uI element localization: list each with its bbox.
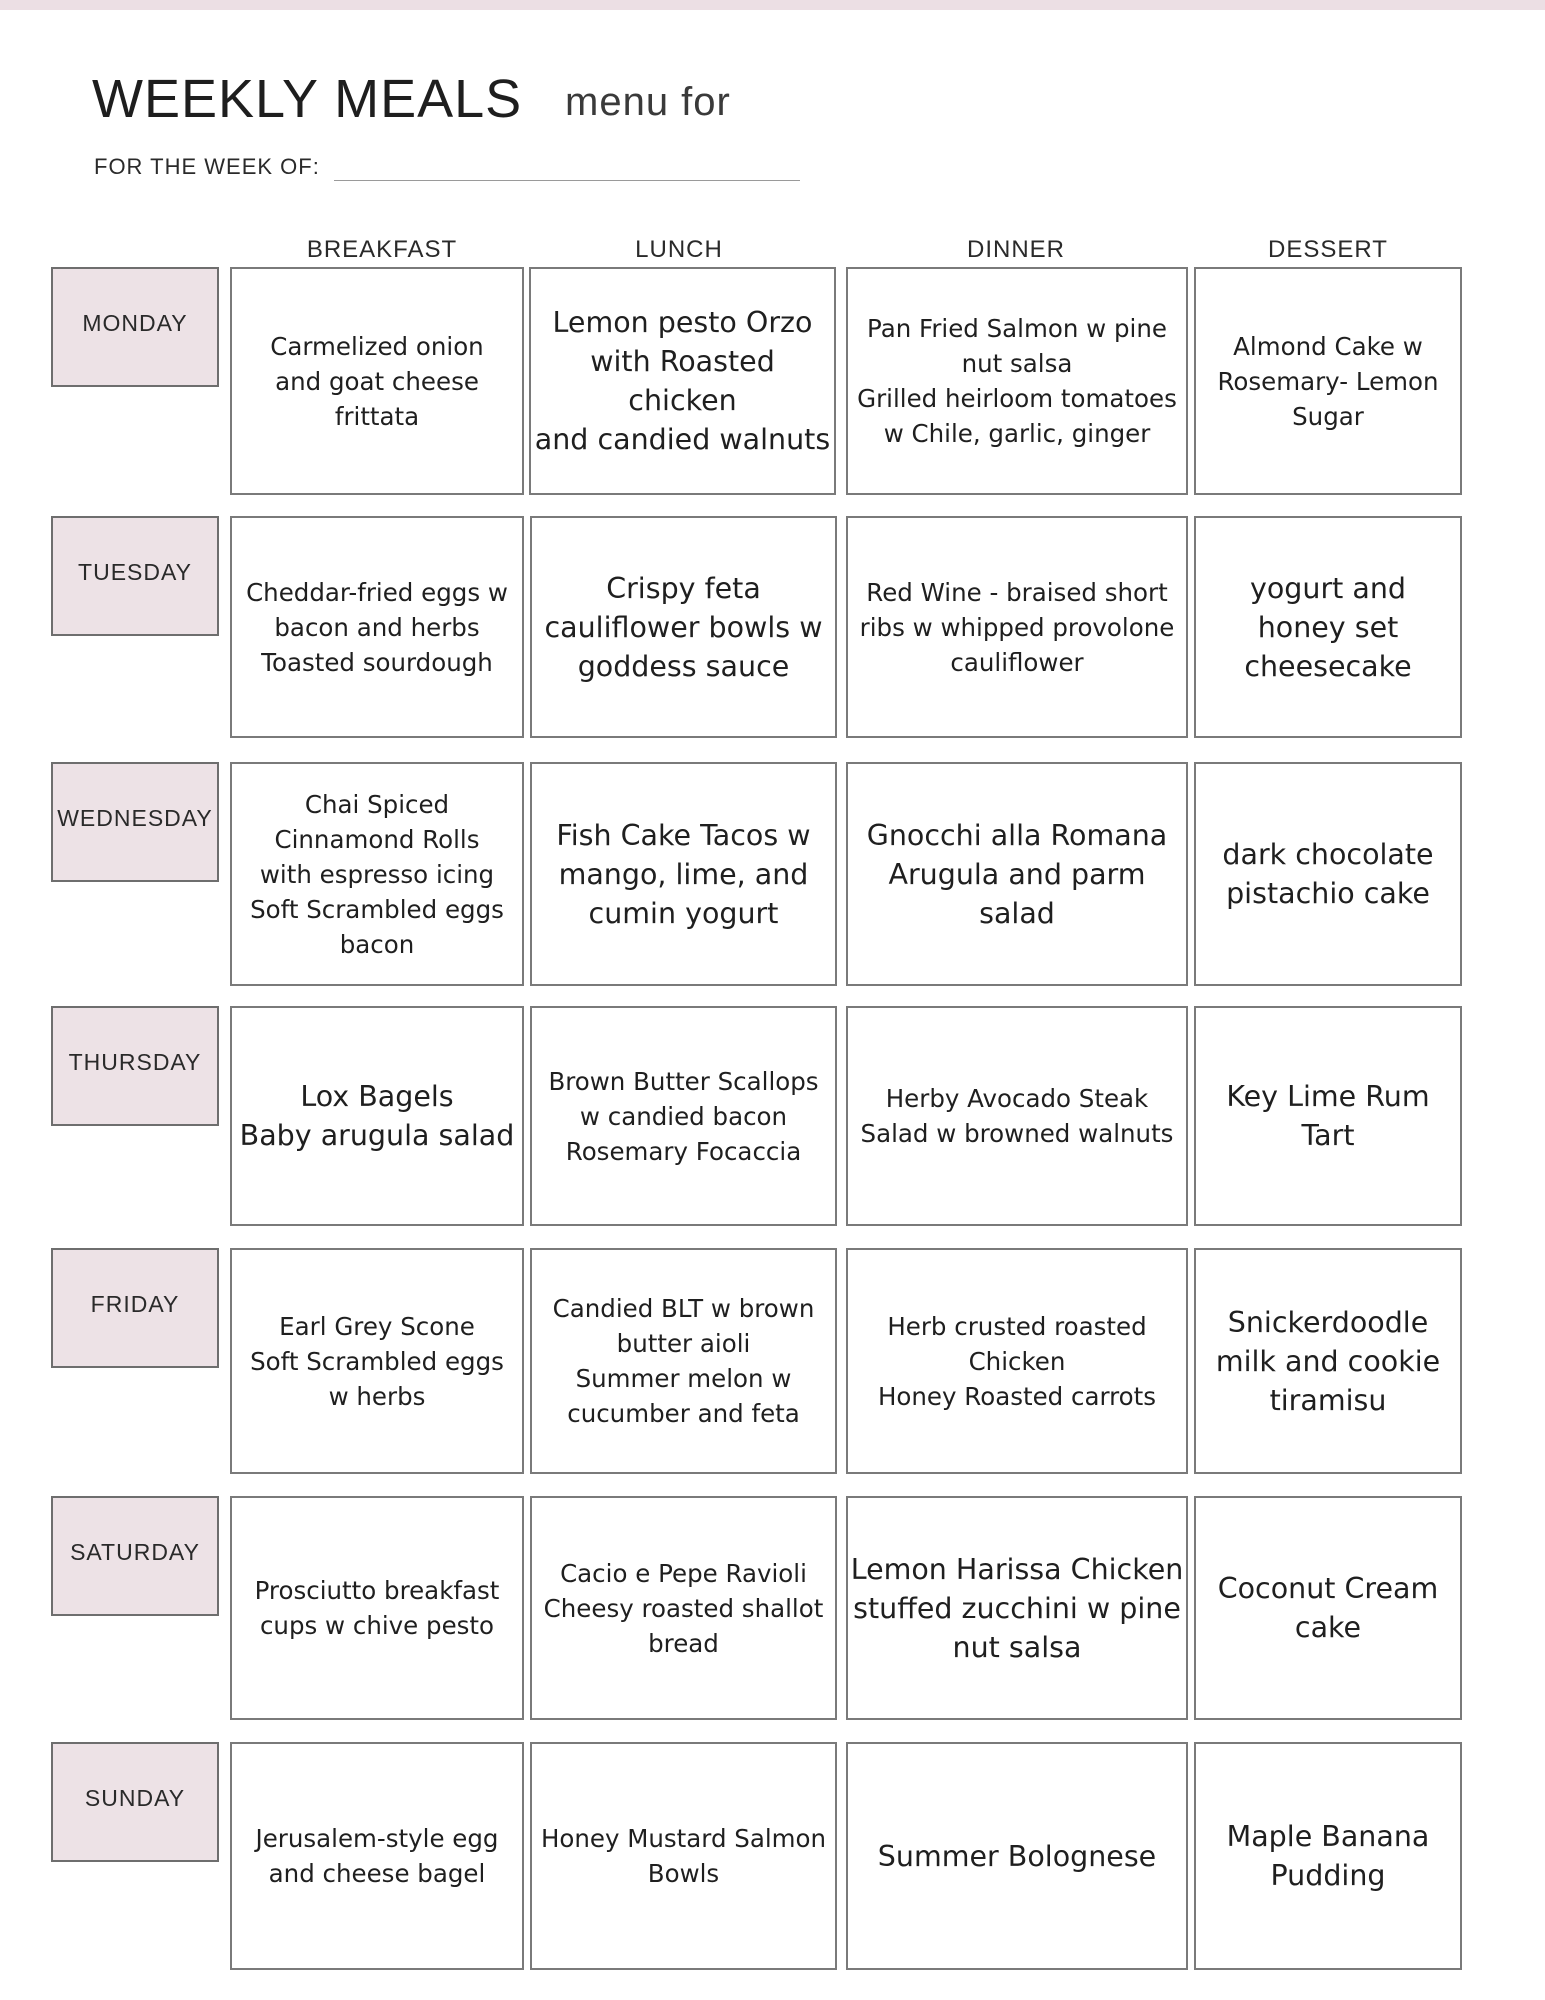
meal-text: Herby Avocado Steak Salad w browned walnuts <box>860 1084 1174 1148</box>
meal-cell-wednesday-dinner <box>846 762 1188 986</box>
meal-cell-monday-breakfast <box>230 267 524 495</box>
meal-cell-friday-lunch <box>530 1248 837 1474</box>
meal-text: Carmelized onion and goat cheese frittata <box>270 331 484 431</box>
meal-text: Jerusalem-style egg and cheese bagel <box>255 1824 499 1888</box>
meal-text: Crispy feta cauliflower bowls w goddess sauce <box>544 571 823 683</box>
meal-cell-friday-breakfast <box>230 1248 524 1474</box>
meal-cell-saturday-dinner <box>846 1496 1188 1720</box>
meal-cell-thursday-dessert <box>1194 1006 1462 1226</box>
meal-text: Herb crusted roasted Chicken Honey Roasted carrots <box>877 1311 1157 1411</box>
day-name: WEDNESDAY <box>57 804 213 831</box>
meal-text: Summer Bolognese <box>877 1839 1157 1873</box>
meal-cell-monday-lunch <box>529 267 836 495</box>
meal-text: Key Lime Rum Tart <box>1226 1080 1430 1152</box>
meal-text: Earl Grey Scone Soft Scrambled eggs w herbs <box>250 1311 504 1411</box>
meal-text: Lox Bagels Baby arugula salad <box>239 1080 515 1152</box>
day-name: SATURDAY <box>70 1538 200 1565</box>
day-label-wednesday <box>51 762 219 882</box>
meal-text: Chai Spiced Cinnamond Rolls with espresso icing Soft Scrambled eggs bacon <box>250 789 504 959</box>
meal-cell-thursday-breakfast <box>230 1006 524 1226</box>
meal-cell-sunday-dessert <box>1194 1742 1462 1970</box>
meal-cell-tuesday-dinner <box>846 516 1188 738</box>
top-accent-band <box>0 0 1545 10</box>
day-name: MONDAY <box>82 309 188 336</box>
meal-text: Prosciutto breakfast cups w chive pesto <box>254 1576 500 1640</box>
day-label-saturday <box>51 1496 219 1616</box>
meal-cell-sunday-dinner <box>846 1742 1188 1970</box>
day-label-friday <box>51 1248 219 1368</box>
meal-text: Fish Cake Tacos w mango, lime, and cumin yogurt <box>556 818 811 930</box>
meal-text: Maple Banana Pudding <box>1226 1820 1430 1892</box>
meal-text: yogurt and honey set cheesecake <box>1244 571 1412 683</box>
meal-cell-sunday-breakfast <box>230 1742 524 1970</box>
day-label-tuesday <box>51 516 219 636</box>
meal-text: Honey Mustard Salmon Bowls <box>540 1824 827 1888</box>
meal-cell-thursday-lunch <box>530 1006 837 1226</box>
meal-cell-friday-dessert <box>1194 1248 1462 1474</box>
meal-text: Lemon Harissa Chicken stuffed zucchini w pine nut salsa <box>850 1552 1184 1664</box>
day-label-sunday <box>51 1742 219 1862</box>
meal-text: Snickerdoodle milk and cookie tiramisu <box>1215 1305 1441 1417</box>
meal-text: dark chocolate pistachio cake <box>1222 838 1434 910</box>
meal-cell-sunday-lunch <box>530 1742 837 1970</box>
meal-cell-saturday-dessert <box>1194 1496 1462 1720</box>
day-name: SUNDAY <box>84 1784 186 1811</box>
meal-cell-friday-dinner <box>846 1248 1188 1474</box>
column-header-breakfast: BREAKFAST <box>306 236 458 263</box>
meal-text: Cacio e Pepe Ravioli Cheesy roasted shallot bread <box>543 1558 824 1658</box>
page-title: WEEKLY MEALS <box>92 69 523 129</box>
meal-cell-monday-dessert <box>1194 267 1462 495</box>
meal-cell-wednesday-dessert <box>1194 762 1462 986</box>
meal-cell-tuesday-dessert <box>1194 516 1462 738</box>
day-label-thursday <box>51 1006 219 1126</box>
meal-cell-saturday-lunch <box>530 1496 837 1720</box>
week-of-field[interactable] <box>334 180 800 181</box>
meal-cell-wednesday-lunch <box>530 762 837 986</box>
page-subtitle: menu for <box>565 80 731 124</box>
meal-cell-tuesday-breakfast <box>230 516 524 738</box>
meal-text: Candied BLT w brown butter aioli Summer melon w cucumber and feta <box>552 1294 815 1428</box>
meal-cell-wednesday-breakfast <box>230 762 524 986</box>
week-of-label: FOR THE WEEK OF: <box>94 154 320 179</box>
meal-text: Almond Cake w Rosemary- Lemon Sugar <box>1217 331 1439 431</box>
meal-cell-thursday-dinner <box>846 1006 1188 1226</box>
meal-cell-tuesday-lunch <box>530 516 837 738</box>
meal-text: Cheddar-fried eggs w bacon and herbs Toasted sourdough <box>246 577 508 677</box>
column-header-dessert: DESSERT <box>1268 236 1388 263</box>
column-header-lunch: LUNCH <box>635 236 723 263</box>
meal-cell-monday-dinner <box>846 267 1188 495</box>
meal-text: Gnocchi alla Romana Arugula and parm salad <box>866 818 1168 930</box>
day-name: FRIDAY <box>90 1290 180 1317</box>
meal-text: Brown Butter Scallops w candied bacon Rosemary Focaccia <box>548 1066 819 1166</box>
day-name: TUESDAY <box>78 558 192 585</box>
meal-text: Coconut Cream cake <box>1217 1572 1439 1644</box>
meal-cell-saturday-breakfast <box>230 1496 524 1720</box>
day-label-monday <box>51 267 219 387</box>
day-name: THURSDAY <box>68 1048 202 1075</box>
meal-text: Red Wine - braised short ribs w whipped provolone cauliflower <box>859 577 1175 677</box>
meal-text: Lemon pesto Orzo with Roasted chicken and candied walnuts <box>534 306 831 456</box>
column-header-dinner: DINNER <box>966 236 1065 263</box>
meal-text: Pan Fried Salmon w pine nut salsa Grilled heirloom tomatoes w Chile, garlic, ginger <box>857 314 1177 448</box>
